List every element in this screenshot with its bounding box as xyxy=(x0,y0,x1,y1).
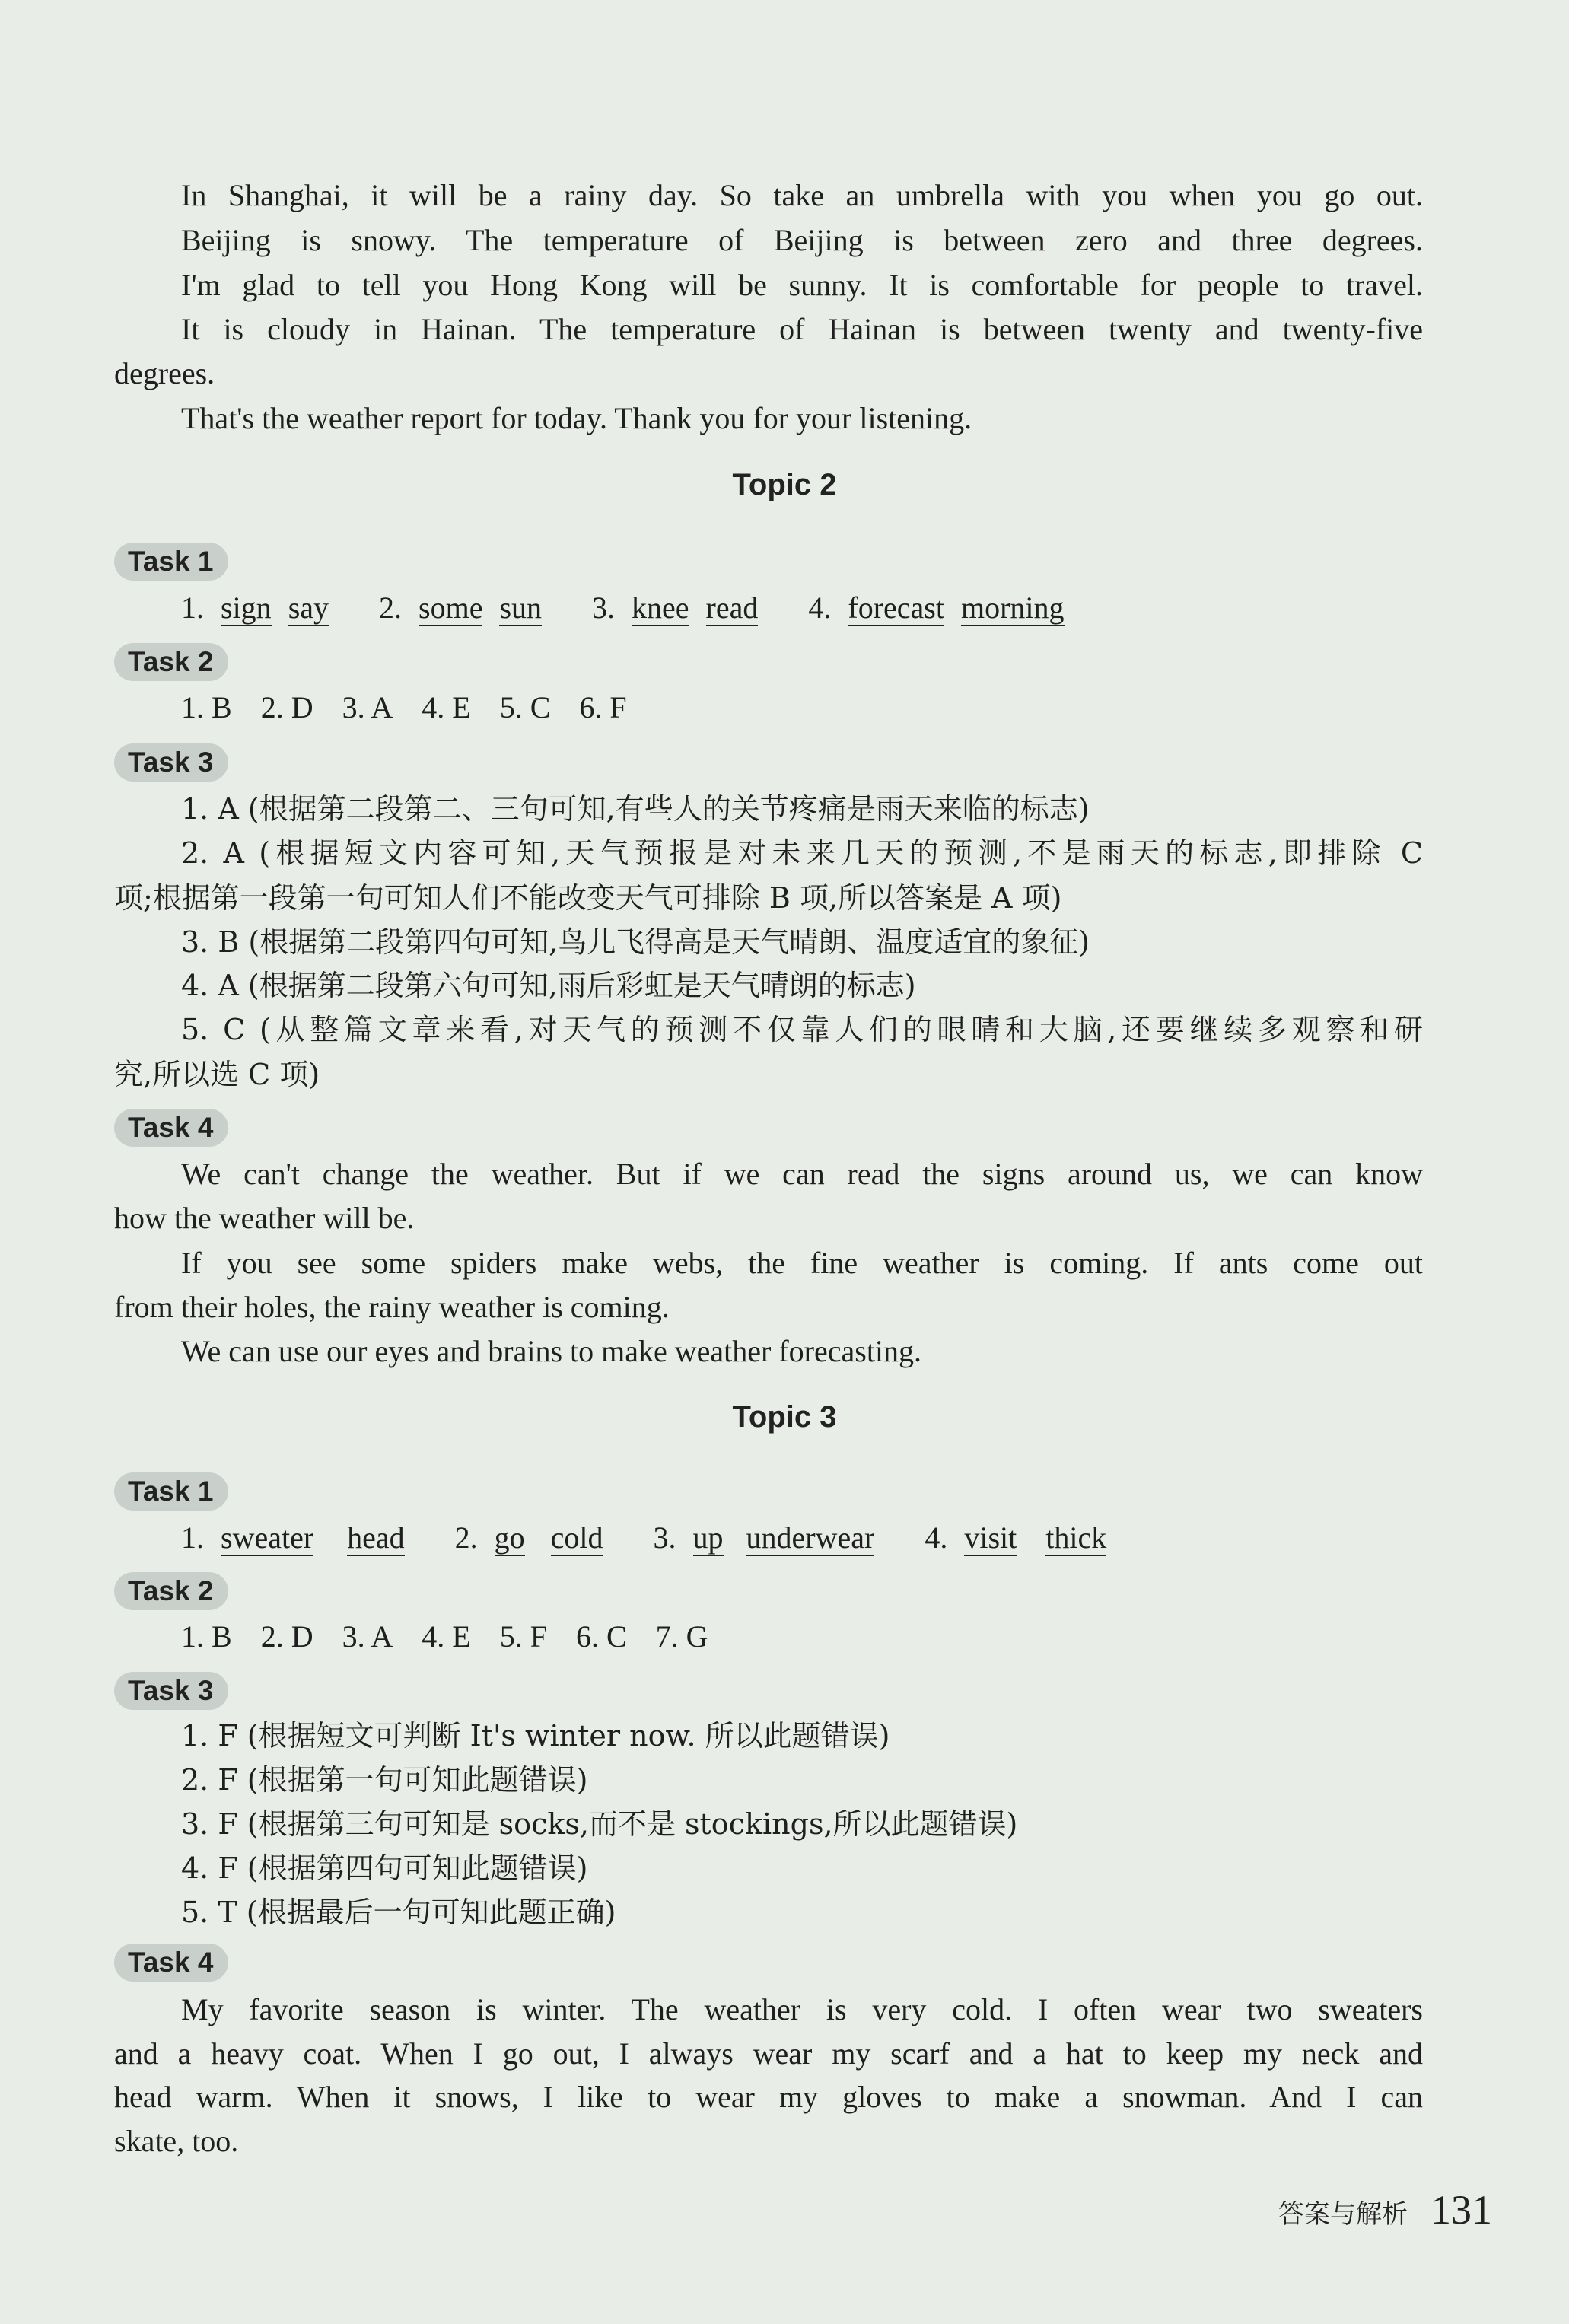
explanation-line: 5. T (根据最后一句可知此题正确) xyxy=(181,1896,616,1929)
answer-item: 3. knee read xyxy=(592,591,759,625)
topic3-task3-label: Task 3 xyxy=(114,1672,228,1710)
intro-line: I'm glad to tell you Hong Kong will be sunny. It is comfortable for people to travel. xyxy=(181,268,1423,302)
topic2-task4-label: Task 4 xyxy=(114,1109,228,1147)
explanation-line: 4. A (根据第二段第六句可知,雨后彩虹是天气晴朗的标志) xyxy=(181,969,916,1002)
answer-item: 1. B xyxy=(181,690,232,724)
explanation-line: 项;根据第一段第一句可知人们不能改变天气可排除 B 项,所以答案是 A 项) xyxy=(114,881,1062,915)
answer-item: 6. F xyxy=(579,690,627,724)
passage-line: skate, too. xyxy=(114,2124,239,2158)
topic3-task2-label: Task 2 xyxy=(114,1572,228,1610)
answer-item: 3. up underwear xyxy=(653,1520,875,1555)
topic3-task2-answers xyxy=(181,1615,730,1659)
answer-item: 4. visit thick xyxy=(925,1520,1107,1555)
answer-item: 4. forecast morning xyxy=(808,591,1065,625)
topic-2-title: Topic 2 xyxy=(732,468,837,501)
passage-line: We can use our eyes and brains to make weather forecasting. xyxy=(181,1334,922,1368)
answer-item: 5. F xyxy=(499,1619,547,1654)
answer-item: 5. C xyxy=(499,690,551,724)
intro-line: That's the weather report for today. Thank you for your listening. xyxy=(181,401,972,435)
answer-item: 2. some sun xyxy=(379,591,543,625)
intro-line: In Shanghai, it will be a rainy day. So take an umbrella with you when you go out. xyxy=(181,178,1423,212)
answer-item: 1. sweater head xyxy=(181,1520,405,1555)
explanation-line: 3. F (根据第三句可知是 socks,而不是 stockings,所以此题错误) xyxy=(181,1807,1018,1841)
intro-line: degrees. xyxy=(114,356,215,390)
answer-item: 2. D xyxy=(260,690,313,724)
section-label: 答案与解析 xyxy=(1278,2199,1408,2230)
topic2-task1-answers xyxy=(181,586,1107,630)
answer-item: 3. A xyxy=(342,690,393,724)
topic-3-title: Topic 3 xyxy=(732,1400,837,1434)
answer-item: 7. G xyxy=(655,1619,708,1654)
explanation-line: 1. A (根据第二段第二、三句可知,有些人的关节疼痛是雨天来临的标志) xyxy=(181,792,1090,826)
passage-line: how the weather will be. xyxy=(114,1201,415,1235)
topic2-task2-label: Task 2 xyxy=(114,643,228,681)
passage-line: My favorite season is winter. The weather is very cold. I often wear two sweaters xyxy=(181,1992,1423,2026)
intro-line: It is cloudy in Hainan. The temperature of Hainan is between twenty and twenty-five xyxy=(181,312,1423,346)
answer-item: 4. E xyxy=(422,690,471,724)
topic2-task2-answers xyxy=(181,686,648,730)
explanation-line: 5. C (从整篇文章来看,对天气的预测不仅靠人们的眼睛和大脑,还要继续多观察和研 xyxy=(181,1013,1423,1046)
answer-item: 1. sign say xyxy=(181,591,329,625)
answer-item: 6. C xyxy=(575,1619,627,1654)
explanation-line: 1. F (根据短文可判断 It's winter now. 所以此题错误) xyxy=(181,1719,890,1753)
answer-item: 2. go cold xyxy=(454,1520,603,1555)
answer-item: 4. E xyxy=(422,1619,471,1654)
passage-line: We can't change the weather. But if we can read the signs around us, we can know xyxy=(181,1157,1423,1191)
explanation-line: 2. F (根据第一句可知此题错误) xyxy=(181,1763,588,1797)
topic3-task4-label: Task 4 xyxy=(114,1944,228,1982)
answer-item: 3. A xyxy=(342,1619,393,1654)
topic2-task1-label: Task 1 xyxy=(114,543,228,581)
intro-line: Beijing is snowy. The temperature of Beijing is between zero and three degrees. xyxy=(181,223,1423,257)
explanation-line: 究,所以选 C 项) xyxy=(114,1058,320,1091)
explanation-line: 3. B (根据第二段第四句可知,鸟儿飞得高是天气晴朗、温度适宜的象征) xyxy=(181,925,1090,959)
answer-item: 1. B xyxy=(181,1619,232,1654)
topic3-task1-label: Task 1 xyxy=(114,1472,228,1511)
passage-line: If you see some spiders make webs, the fine weather is coming. If ants come out xyxy=(181,1246,1423,1280)
explanation-line: 4. F (根据第四句可知此题错误) xyxy=(181,1851,588,1885)
passage-line: and a heavy coat. When I go out, I always wear my scarf and a hat to keep my neck and xyxy=(114,2036,1423,2071)
topic3-task1-answers xyxy=(181,1516,1149,1560)
passage-line: head warm. When it snows, I like to wear my gloves to make a snowman. And I can xyxy=(114,2080,1423,2114)
passage-line: from their holes, the rainy weather is coming. xyxy=(114,1290,670,1324)
answer-item: 2. D xyxy=(260,1619,313,1654)
topic2-task3-label: Task 3 xyxy=(114,743,228,782)
page-number: 131 xyxy=(1431,2187,1492,2233)
explanation-line: 2. A (根据短文内容可知,天气预报是对未来几天的预测,不是雨天的标志,即排除 C xyxy=(181,836,1423,870)
